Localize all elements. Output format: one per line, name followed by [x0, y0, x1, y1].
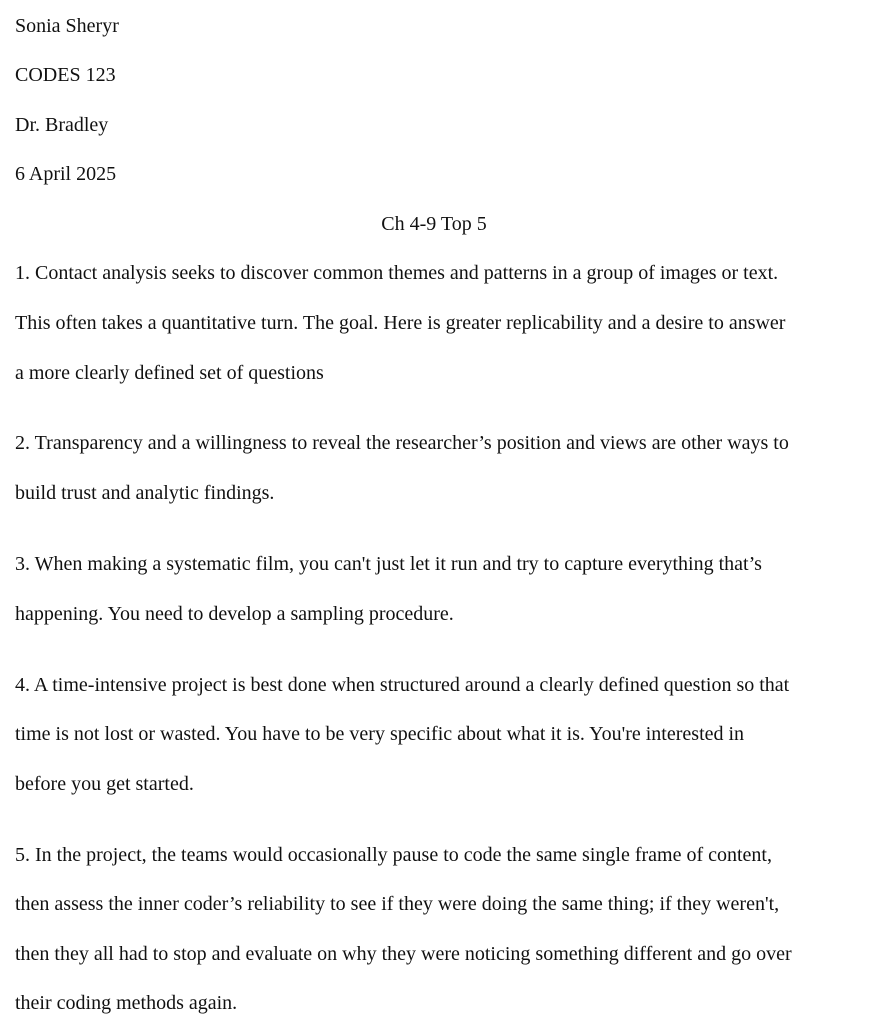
point-4-line-3: before you get started. — [15, 773, 194, 795]
instructor-name: Dr. Bradley — [15, 114, 109, 136]
point-4-line-2: time is not lost or wasted. You have to be very specific about what it is. You're interested in — [15, 723, 745, 745]
point-5-line-1: 5. In the project, the teams would occasionally pause to code the same single frame of content, — [15, 844, 772, 866]
point-2-line-2: build trust and analytic findings. — [15, 482, 275, 504]
point-4-line-1: 4. A time-intensive project is best done when structured around a clearly defined question so that — [15, 674, 790, 696]
point-3-line-1: 3. When making a systematic film, you can't just let it run and try to capture everything that’s — [15, 553, 762, 575]
document-date: 6 April 2025 — [15, 163, 117, 185]
document-title: Ch 4-9 Top 5 — [381, 213, 487, 235]
point-5-line-2: then assess the inner coder’s reliability to see if they were doing the same thing; if they weren't, — [15, 893, 780, 915]
point-3-line-2: happening. You need to develop a sampling procedure. — [15, 603, 454, 625]
point-2-line-1: 2. Transparency and a willingness to reveal the researcher’s position and views are other ways to — [15, 432, 789, 454]
student-name: Sonia Sheryr — [15, 15, 119, 37]
point-1-line-1: 1. Contact analysis seeks to discover common themes and patterns in a group of images or text. — [15, 262, 779, 284]
point-5-line-3: then they all had to stop and evaluate on why they were noticing something different and go over — [15, 943, 792, 965]
course-code: CODES 123 — [15, 64, 116, 86]
point-5-line-4: their coding methods again. — [15, 992, 238, 1014]
point-1-line-3: a more clearly defined set of questions — [15, 362, 324, 384]
point-1-line-2: This often takes a quantitative turn. The goal. Here is greater replicability and a desire to answer — [15, 312, 786, 334]
